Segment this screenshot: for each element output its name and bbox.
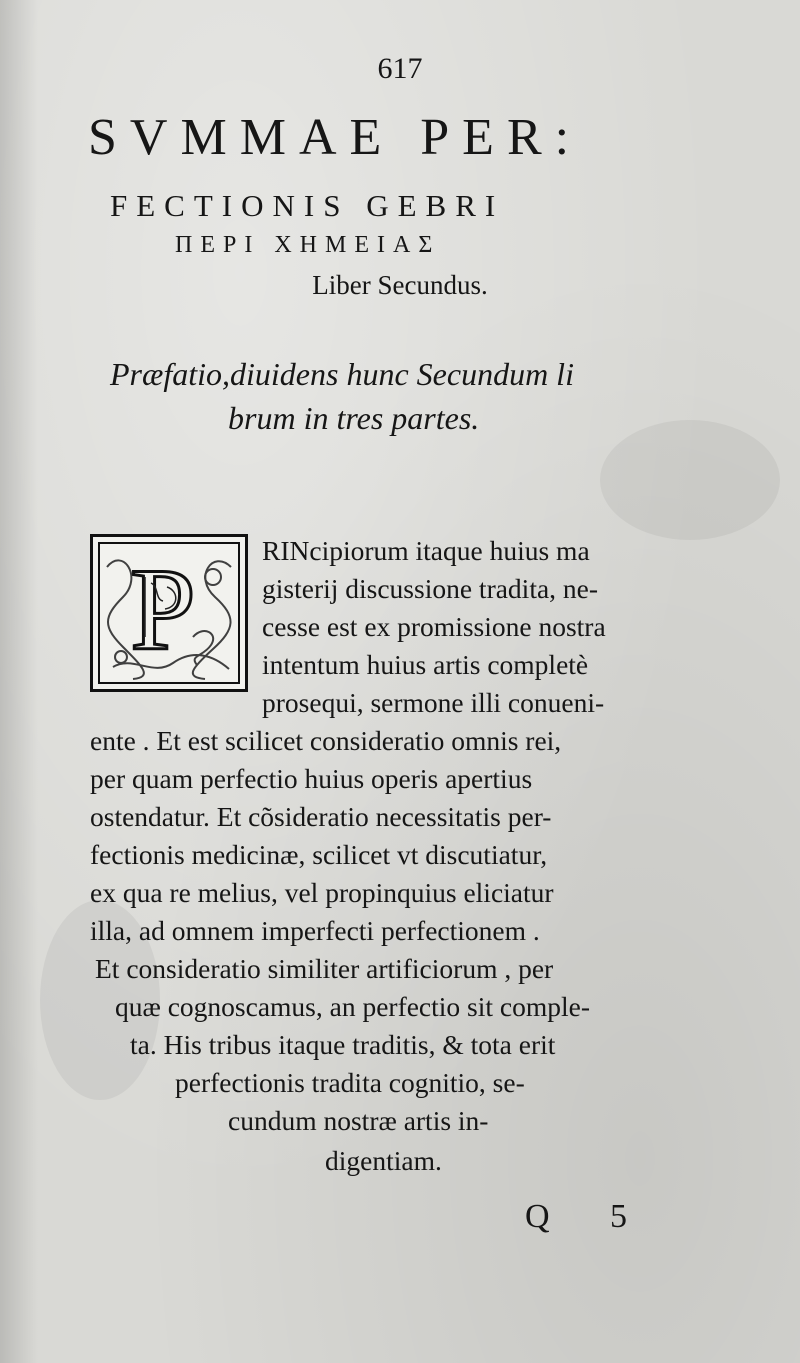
initial-letter: P: [130, 544, 196, 675]
preface-heading: [110, 352, 710, 440]
body-line: RINcipiorum itaque huius ma: [262, 535, 590, 566]
body-line: gisterij discussione tradita, ne-: [262, 573, 599, 604]
title-line-1: SVMMAE PER:: [88, 109, 583, 166]
body-line: cesse est ex promissione nostra: [262, 611, 606, 642]
title-line-3-greek: ΠΕΡΙ ΧΗΜΕΙΑΣ: [175, 232, 441, 258]
body-line: intentum huius artis completè: [262, 649, 589, 680]
page-gutter-shadow: [0, 0, 38, 1363]
body-line: ta. His tribus itaque traditis, & tota erit: [130, 1029, 556, 1060]
body-line: quæ cognoscamus, an perfectio sit comple-: [115, 991, 591, 1022]
body-line: ostendatur. Et cõsideratio necessitatis per-: [90, 801, 552, 832]
ornamental-initial-icon: [93, 537, 245, 689]
body-line: cundum nostræ artis in-: [228, 1105, 489, 1136]
decorated-initial-p: [90, 534, 248, 692]
preface-line: Præfatio,diuidens hunc Secundum li: [110, 356, 574, 392]
body-line: illa, ad omnem imperfecti perfectionem .: [90, 915, 540, 946]
title-line-4: Liber Secundus.: [312, 270, 488, 300]
signature-mark: Q 5: [525, 1198, 654, 1235]
body-line: prosequi, sermone illi conueni-: [262, 687, 605, 718]
title-line-2: FECTIONIS GEBRI: [110, 188, 505, 223]
body-line: perfectionis tradita cognitio, se-: [175, 1067, 525, 1098]
body-line: fectionis medicinæ, scilicet vt discutiatur,: [90, 839, 548, 870]
preface-line: brum in tres partes.: [228, 400, 480, 436]
page-number: 617: [377, 52, 423, 85]
body-line: Et consideratio similiter artificiorum , per: [95, 953, 554, 984]
body-line: per quam perfectio huius operis apertius: [90, 763, 533, 794]
body-line: digentiam.: [325, 1145, 442, 1176]
body-line: ente . Et est scilicet consideratio omnis rei,: [90, 725, 562, 756]
body-line: ex qua re melius, vel propinquius eliciatur: [90, 877, 554, 908]
